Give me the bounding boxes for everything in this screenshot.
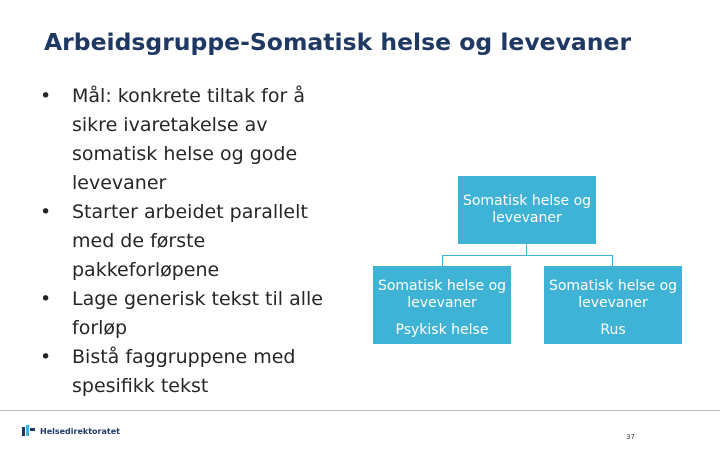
page-number: 37 bbox=[626, 433, 635, 441]
org-node-left-sub: Psykisk helse bbox=[395, 322, 489, 338]
bullet-item bbox=[30, 82, 335, 198]
bullet-list bbox=[30, 82, 335, 401]
footer-divider bbox=[0, 410, 720, 411]
org-connector-right bbox=[612, 255, 613, 266]
bullet-text: Mål: konkrete tiltak for å sikre ivaretakelse av somatisk helse og gode levevaner bbox=[72, 85, 305, 194]
footer-logo-text: Helsedirektoratet bbox=[40, 426, 120, 436]
bullet-text: Bistå faggruppene med spesifikk tekst bbox=[72, 346, 296, 397]
org-node-left-label: Somatisk helse og levevaner bbox=[377, 278, 507, 311]
bullet-item bbox=[30, 198, 335, 285]
org-node-top bbox=[458, 176, 596, 244]
org-node-right-label: Somatisk helse og levevaner bbox=[548, 278, 678, 311]
bullet-marker: • bbox=[40, 346, 52, 368]
bullet-item bbox=[30, 343, 335, 401]
org-connector-vertical-top bbox=[526, 244, 527, 255]
bullet-marker: • bbox=[40, 85, 52, 107]
bullet-item bbox=[30, 285, 335, 343]
org-connector-left bbox=[442, 255, 443, 266]
org-node-right-sub: Rus bbox=[600, 322, 626, 338]
bullet-text: Lage generisk tekst til alle forløp bbox=[72, 288, 323, 339]
footer-logo bbox=[22, 425, 120, 437]
org-node-left bbox=[373, 266, 511, 344]
org-node-top-label: Somatisk helse og levevaner bbox=[462, 193, 592, 226]
bullet-marker: • bbox=[40, 201, 52, 223]
bullet-text: Starter arbeidet parallelt med de første pakkeforløpene bbox=[72, 201, 308, 281]
bullet-marker: • bbox=[40, 288, 52, 310]
org-connector-horizontal bbox=[442, 255, 613, 256]
helsedirektoratet-logo-icon bbox=[22, 425, 36, 437]
org-node-right bbox=[544, 266, 682, 344]
slide-title: Arbeidsgruppe-Somatisk helse og levevaner bbox=[44, 28, 632, 56]
